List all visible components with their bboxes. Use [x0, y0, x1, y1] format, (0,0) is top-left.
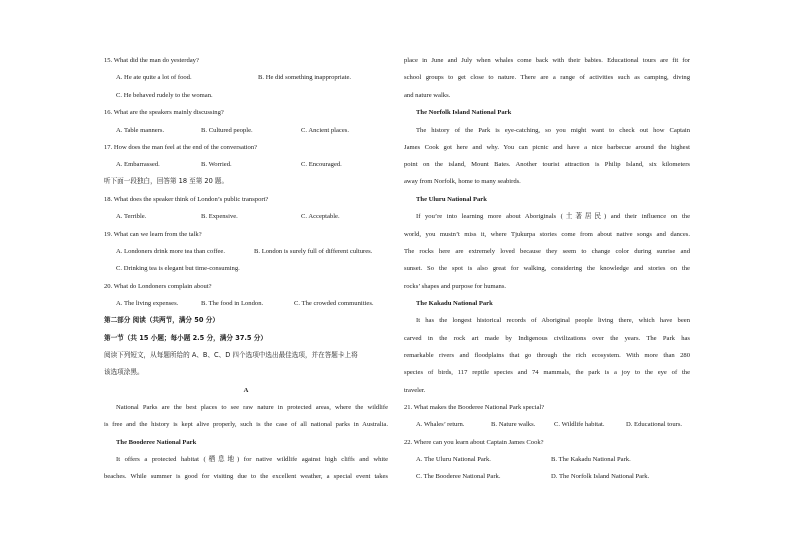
q22-option-a: A. The Uluru National Park.: [416, 456, 491, 463]
q15-option-b: B. He did something inappropriate.: [258, 74, 352, 81]
q20-option-c: C. The crowded communities.: [294, 300, 374, 307]
booderee-heading: The Booderee National Park: [116, 439, 197, 446]
q22-option-c: C. The Booderee National Park.: [416, 473, 501, 480]
q15-option-c: C. He behaved rudely to the woman.: [116, 92, 213, 99]
section-one-title: 第一节（共 15 小题；每小题 2.5 分，满分 37.5 分）: [104, 334, 267, 342]
q21-option-c: C. Wildlife habitat.: [554, 421, 605, 428]
kakadu-line-4: species of birds, 117 reptile species and 74 mammals, the park is a joy to the eye of the: [404, 369, 690, 376]
q19-option-b: B. London is surely full of different cultures.: [254, 248, 373, 255]
question-17: 17. How does the man feel at the end of the conversation?: [104, 144, 258, 151]
kakadu-heading: The Kakadu National Park: [416, 300, 493, 307]
q15-option-a: A. He ate quite a lot of food.: [116, 74, 192, 81]
uluru-line-3: The rocks here are extremely loved because they seem to change color during sunrise and: [404, 248, 690, 255]
uluru-line-4: sunset. So the spot is also great for walking, considering the knowledge and stories on the: [404, 265, 690, 272]
section-one-instruction-line-1: 阅读下列短文，从每题所给的 A、B、C、D 四个选项中选出最佳选项，并在答题卡上将: [104, 351, 358, 359]
q16-option-a: A. Table manners.: [116, 127, 165, 134]
intro-paragraph-line-2: is free and the history is kept alive properly, such is the case of all national parks in Australia.: [104, 421, 388, 428]
q18-option-c: C. Acceptable.: [301, 213, 340, 220]
q16-option-b: B. Cultured people.: [201, 127, 253, 134]
q21-option-d: D. Educational tours.: [626, 421, 683, 428]
kakadu-line-5: traveler.: [404, 387, 426, 394]
question-18: 18. What does the speaker think of London’s public transport?: [104, 196, 269, 203]
question-20: 20. What do Londoners complain about?: [104, 283, 212, 290]
norfolk-heading: The Norfolk Island National Park: [416, 109, 512, 116]
kakadu-line-1: It has the longest historical records of Aboriginal people living there, which have been: [416, 317, 690, 324]
q17-option-a: A. Embarrassed.: [116, 161, 160, 168]
q17-option-c: C. Encouraged.: [301, 161, 342, 168]
kakadu-line-3: remarkable rivers and floodplains that go through the rich ecosystem. With more than 280: [404, 352, 690, 359]
q18-option-a: A. Terrible.: [116, 213, 147, 220]
q21-option-a: A. Whales’ return.: [416, 421, 465, 428]
booderee-line-3: place in June and July when whales come back with their babies. Educational tours are fit for: [404, 57, 690, 64]
question-19: 19. What can we learn from the talk?: [104, 231, 202, 238]
question-16: 16. What are the speakers mainly discussing?: [104, 109, 224, 116]
intro-paragraph-line-1: National Parks are the best places to see raw nature in protected areas, where the wildlife: [116, 404, 388, 411]
norfolk-line-3: point on the island, Mount Bates. Another tourist attraction is Philip Island, six kilometers: [404, 161, 690, 168]
question-22: 22. Where can you learn about Captain James Cook?: [404, 439, 544, 446]
q17-option-b: B. Worried.: [201, 161, 232, 168]
kakadu-line-2: carved in the rock art made by Indigenous civilizations over the years. The Park has: [404, 335, 690, 342]
uluru-line-1: If you’re into learning more about Aboriginals (土著居民) and their influence on the: [416, 213, 690, 220]
q19-option-a: A. Londoners drink more tea than coffee.: [116, 248, 226, 255]
q21-option-b: B. Nature walks.: [491, 421, 536, 428]
q19-option-c: C. Drinking tea is elegant but time-consuming.: [116, 265, 240, 272]
question-21: 21. What makes the Booderee National Park special?: [404, 404, 545, 411]
uluru-line-2: world, you mustn’t miss it, where Tjukurpa stories come from about native songs and dances.: [404, 231, 690, 238]
uluru-heading: The Uluru National Park: [416, 196, 487, 203]
passage-letter: A: [243, 387, 249, 394]
booderee-line-1: It offers a protected habitat (栖息地) for native wildlife against high cliffs and white: [116, 456, 388, 463]
q20-option-b: B. The food in London.: [201, 300, 264, 307]
question-15: 15. What did the man do yesterday?: [104, 57, 199, 64]
q22-option-b: B. The Kakadu National Park.: [551, 456, 631, 463]
booderee-line-5: and nature walks.: [404, 92, 451, 99]
q22-option-d: D. The Norfolk Island National Park.: [551, 473, 650, 480]
uluru-line-5: rocks’ shapes and purpose for humans.: [404, 283, 507, 290]
q18-option-b: B. Expensive.: [201, 213, 238, 220]
q20-option-a: A. The living expenses.: [116, 300, 179, 307]
q16-option-c: C. Ancient places.: [301, 127, 349, 134]
section-one-instruction-line-2: 该选项涂黑。: [104, 368, 144, 376]
norfolk-line-1: The history of the Park is eye-catching, so you might want to check out how Captain: [416, 127, 690, 134]
norfolk-line-2: James Cook got here and why. You can picnic and have a nice barbecue around the highest: [404, 144, 690, 151]
norfolk-line-4: away from Norfolk, home to many seabirds.: [404, 178, 521, 185]
monologue-instruction: 听下面一段独白，回答第 18 至第 20 题。: [104, 177, 229, 185]
booderee-line-2: beaches. While summer is good for visiting due to the excellent weather, a special event takes: [104, 473, 388, 480]
part-two-title: 第二部分 阅读（共两节，满分 50 分）: [104, 316, 219, 324]
booderee-line-4: school groups to get close to nature. There are a range of activities such as camping, diving: [404, 74, 690, 81]
